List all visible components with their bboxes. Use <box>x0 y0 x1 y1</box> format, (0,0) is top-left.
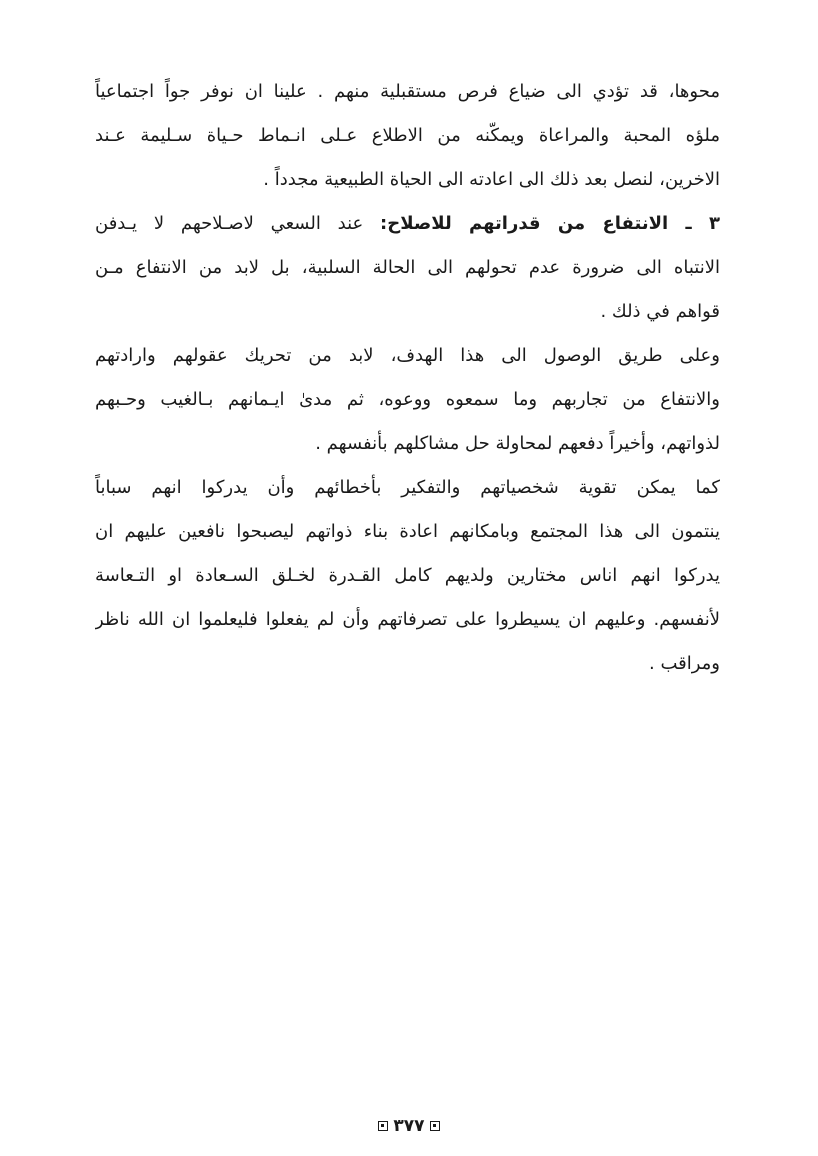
paragraph-3-line-3: لذواتهم، وأخيراً دفعهم لمحاولة حل مشاكلهم بأنفسهم . <box>315 433 720 454</box>
page-number: ٣٧٧ <box>393 1116 425 1136</box>
paragraph-4-line-3: يدركوا انهم اناس مختارين ولديهم كامل القـدرة لخـلق السـعادة او التـعاسة <box>95 565 720 586</box>
paragraph-3-line-2: والانتفاع من تجاربهم وما سمعوه ووعوه، ثم مدىٰ ايـمانهم بـالغيب وحـبهم <box>95 389 720 410</box>
paragraph-2-line-1 <box>95 202 720 246</box>
paragraph-3-line-1: وعلى طريق الوصول الى هذا الهدف، لابد من تحريك عقولهم وارادتهم <box>95 345 720 366</box>
paragraph-4-line-5: ومراقب . <box>649 653 720 674</box>
page-footer <box>0 1116 818 1136</box>
ornament-square-icon <box>430 1121 440 1131</box>
paragraph-2-line-1-text: عند السعي لاصـلاحهم لا يـدفن <box>95 213 381 234</box>
paragraph-2-line-2: الانتباه الى ضرورة عدم تحولهم الى الحالة السلبية، بل لابد من الانتفاع مـن <box>95 257 720 278</box>
paragraph-2-heading: ٣ ـ الانتفاع من قدراتهم للاصلاح: <box>380 213 720 234</box>
ornament-square-icon <box>378 1121 388 1131</box>
paragraph-4-line-2: ينتمون الى هذا المجتمع وبامكانهم اعادة بناء ذواتهم ليصبحوا نافعين عليهم ان <box>95 521 720 542</box>
paragraph-4-line-1: كما يمكن تقوية شخصياتهم والتفكير بأخطائهم وأن يدركوا انهم سباباً <box>95 477 720 498</box>
paragraph-1-line-3: الاخرين، لنصل بعد ذلك الى اعادته الى الحياة الطبيعية مجدداً . <box>263 169 720 190</box>
paragraph-2-line-3: قواهم في ذلك . <box>600 301 720 322</box>
paragraph-1-line-2: ملؤه المحبة والمراعاة ويمكّنه من الاطلاع عـلى انـماط حـياة سـليمة عـند <box>95 125 720 146</box>
paragraph-1-line-1: محوها، قد تؤدي الى ضياع فرص مستقبلية منهم . علينا ان نوفر جواً اجتماعياً <box>95 81 720 102</box>
paragraph-4-line-4: لأنفسهم. وعليهم ان يسيطروا على تصرفاتهم وأن لم يفعلوا فليعلموا ان الله ناظر <box>95 609 720 630</box>
body-text <box>95 70 720 686</box>
